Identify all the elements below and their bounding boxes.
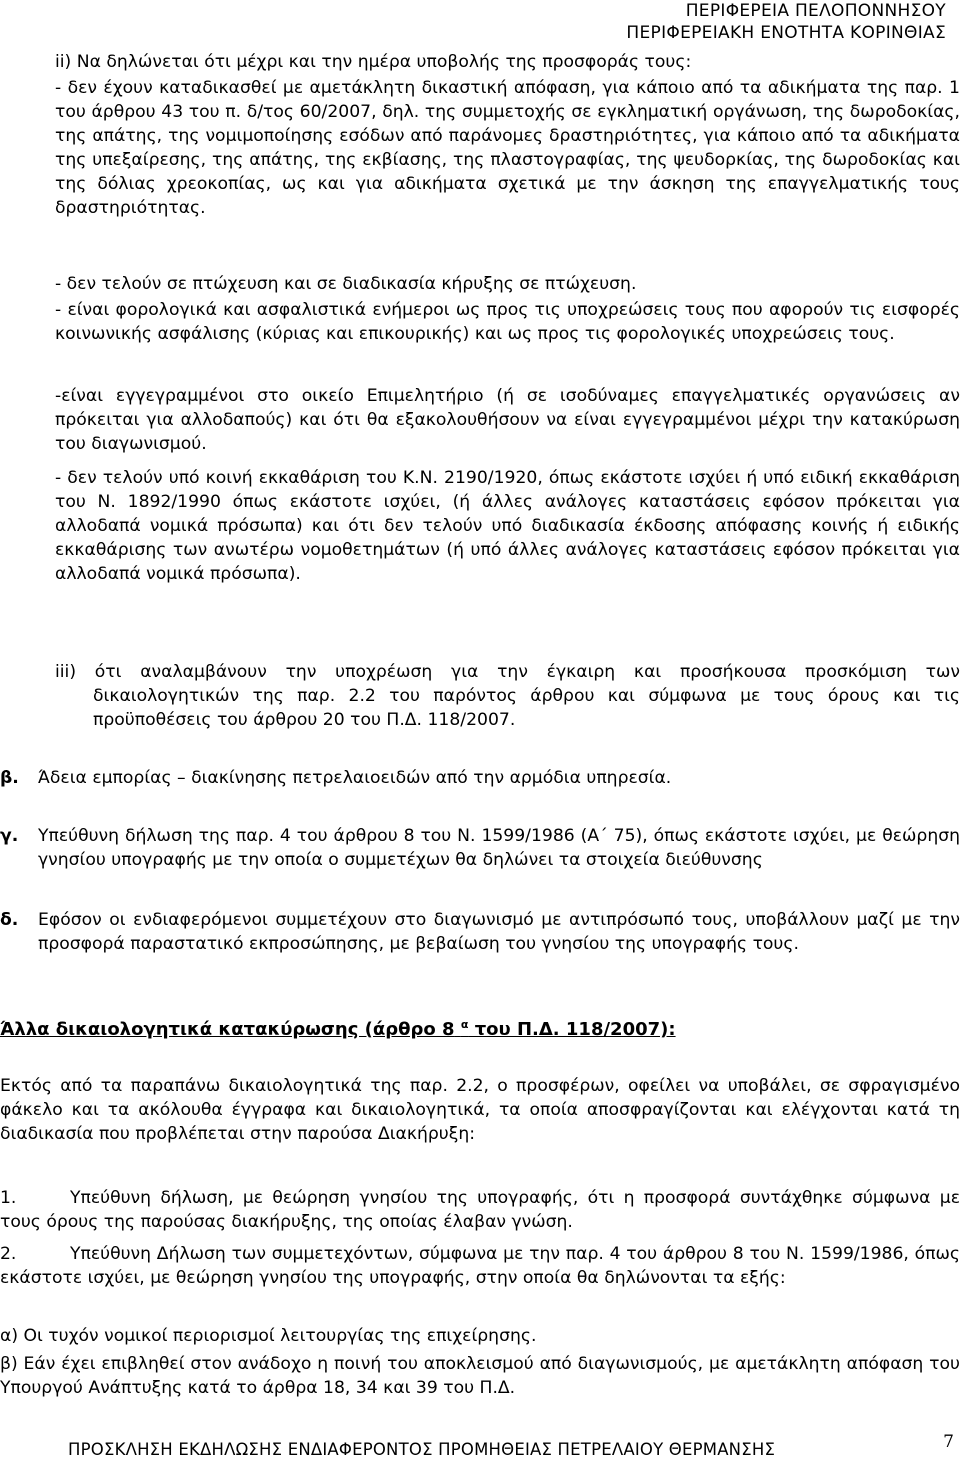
paragraph-iii-text: iii) ότι αναλαμβάνουν την υποχρέωση για την έγκαιρη και προσήκουσα προσκόμιση των δικαιολογητικών της παρ. 2.2 του παρόντος άρθρου και σύμφωνα με τους όρους και τις προϋποθέσεις του άρθρου 20 του Π.Δ. 118/2007. bbox=[55, 662, 960, 730]
page-footer: ΠΡΟΣΚΛΗΣΗ ΕΚΔΗΛΩΣΗΣ ΕΝΔΙΑΦΕΡΟΝΤΟΣ ΠΡΟΜΗΘΕΙΑΣ ΠΕΤΡΕΛΑΙΟΥ ΘΕΡΜΑΝΣΗΣ bbox=[68, 1440, 776, 1459]
item-g bbox=[0, 824, 960, 904]
heading-superscript: α bbox=[460, 1018, 469, 1031]
item-g-letter: γ. bbox=[0, 826, 19, 846]
paragraph-no-bankruptcy: - δεν τελούν σε πτώχευση και σε διαδικασία κήρυξης σε πτώχευση. bbox=[55, 274, 637, 294]
sub-item-a: α) Οι τυχόν νομικοί περιορισμοί λειτουργίας της επιχείρησης. bbox=[0, 1326, 537, 1346]
item-d-text: Εφόσον οι ενδιαφερόμενοι συμμετέχουν στο διαγωνισμό με αντιπρόσωπό τους, υποβάλλουν μαζί με την προσφορά παραστατικό εκπροσώπησης, με βεβαίωση του γνησίου της υπογραφής τους. bbox=[38, 910, 960, 954]
numbered-item-2-number: 2. bbox=[0, 1244, 17, 1264]
item-d bbox=[0, 908, 960, 988]
sub-item-b: β) Εάν έχει επιβληθεί στον ανάδοχο η ποινή του αποκλεισμού από διαγωνισμούς, με αμετάκλητη απόφαση του Υπουργού Ανάπτυξης κατά το άρθρα 18, 34 και 39 του Π.Δ. bbox=[0, 1354, 960, 1398]
numbered-item-2-text: Υπεύθυνη Δήλωση των συμμετεχόντων, σύμφωνα με την παρ. 4 του άρθρου 8 του Ν. 1599/1986, όπως εκάστοτε ισχύει, με θεώρηση γνησίου της υπογραφής, στην οποία θα δηλώνονται τα εξής: bbox=[0, 1244, 960, 1288]
header-regional-unit: ΠΕΡΙΦΕΡΕΙΑΚΗ ΕΝΟΤΗΤΑ ΚΟΡΙΝΘΙΑΣ bbox=[626, 23, 946, 43]
paragraph-intro: Εκτός από τα παραπάνω δικαιολογητικά της παρ. 2.2, ο προσφέρων, οφείλει να υποβάλει, σε σφραγισμένο φάκελο και τα ακόλουθα έγγραφα και δικαιολογητικά, τα οποία αποσφραγίζονται και ελέγχονται κατά τη διαδικασία που προβλέπεται στην παρούσα Διακήρυξη: bbox=[0, 1076, 960, 1144]
item-b-letter: β. bbox=[0, 768, 19, 788]
paragraph-ii: ii) Να δηλώνεται ότι μέχρι και την ημέρα υποβολής της προσφοράς τους: bbox=[55, 52, 692, 72]
paragraph-chamber-registration: -είναι εγγεγραμμένοι στο οικείο Επιμελητήριο (ή σε ισοδύναμες επαγγελματικές οργανώσεις αν πρόκειται για αλλοδαπούς) και ότι θα εξακολουθήσουν να είναι εγγεγραμμένοι μέχρι την κατακύρωση του διαγωνισμού. bbox=[55, 386, 960, 454]
numbered-item-1-text: Υπεύθυνη δήλωση, με θεώρηση γνησίου της υπογραφής, ότι η προσφορά συντάχθηκε σύμφωνα με τους όρους της παρούσας διακήρυξης, της οποίας έλαβαν γνώση. bbox=[0, 1188, 960, 1232]
numbered-item-1 bbox=[0, 1186, 960, 1234]
numbered-item-2 bbox=[0, 1242, 960, 1290]
paragraph-tax-insurance: - είναι φορολογικά και ασφαλιστικά ενήμεροι ως προς τις υποχρεώσεις τους που αφορούν τις εισφορές κοινωνικής ασφάλισης (κύριας και επικουρικής) και ως προς τις φορολογικές υποχρεώσεις τους. bbox=[55, 300, 960, 344]
paragraph-no-conviction: - δεν έχουν καταδικασθεί με αμετάκλητη δικαστική απόφαση, για κάποιο από τα αδικήματα της παρ. 1 του άρθρου 43 του π. δ/τος 60/2007, δηλ. της συμμετοχής σε εγκληματική οργάνωση, της δωροδοκίας, της απάτης, της νομιμοποίησης εσόδων από παράνομες δραστηριότητες, για κάποιο από τα αδικήματα της υπεξαίρεσης, της απάτης, της εκβίασης, της πλαστογραφίας, της ψευδορκίας, της δωροδοκίας και της δόλιας χρεοκοπίας, ως και για αδικήματα σχετικά με την άσκηση της επαγγελματικής τους δραστηριότητας. bbox=[55, 78, 960, 218]
paragraph-iii bbox=[55, 660, 960, 732]
item-b bbox=[0, 766, 960, 792]
section-heading bbox=[0, 1013, 676, 1042]
item-d-letter: δ. bbox=[0, 910, 19, 930]
item-b-text: Άδεια εμπορίας – διακίνησης πετρελαιοειδών από την αρμόδια υπηρεσία. bbox=[38, 768, 672, 788]
page-header bbox=[626, 0, 946, 44]
page-number: 7 bbox=[943, 1432, 954, 1452]
numbered-item-1-number: 1. bbox=[0, 1188, 17, 1208]
heading-tail: του Π.Δ. 118/2007): bbox=[468, 1019, 676, 1040]
header-region: ΠΕΡΙΦΕΡΕΙΑ ΠΕΛΟΠΟΝΝΗΣΟΥ bbox=[685, 1, 946, 21]
paragraph-no-liquidation: - δεν τελούν υπό κοινή εκκαθάριση του Κ.Ν. 2190/1920, όπως εκάστοτε ισχύει ή υπό ειδική εκκαθάριση του Ν. 1892/1990 όπως εκάστοτε ισχύει, (ή άλλες ανάλογες καταστάσεις εφόσον πρόκειται για αλλοδαπά νομικά πρόσωπα) και ότι δεν τελούν υπό διαδικασία έκδοσης απόφασης κοινής ή ειδικής εκκαθάρισης των ανωτέρω νομοθετημάτων (ή υπό άλλες ανάλογες καταστάσεις εφόσον πρόκειται για αλλοδαπά νομικά πρόσωπα). bbox=[55, 468, 960, 584]
item-g-text: Υπεύθυνη δήλωση της παρ. 4 του άρθρου 8 του Ν. 1599/1986 (Α΄ 75), όπως εκάστοτε ισχύει, με θεώρηση γνησίου υπογραφής με την οποία ο συμμετέχων θα δηλώνει τα στοιχεία διεύθυνσης bbox=[38, 826, 960, 870]
heading-text: Άλλα δικαιολογητικά κατακύρωσης (άρθρο 8 bbox=[0, 1019, 455, 1040]
